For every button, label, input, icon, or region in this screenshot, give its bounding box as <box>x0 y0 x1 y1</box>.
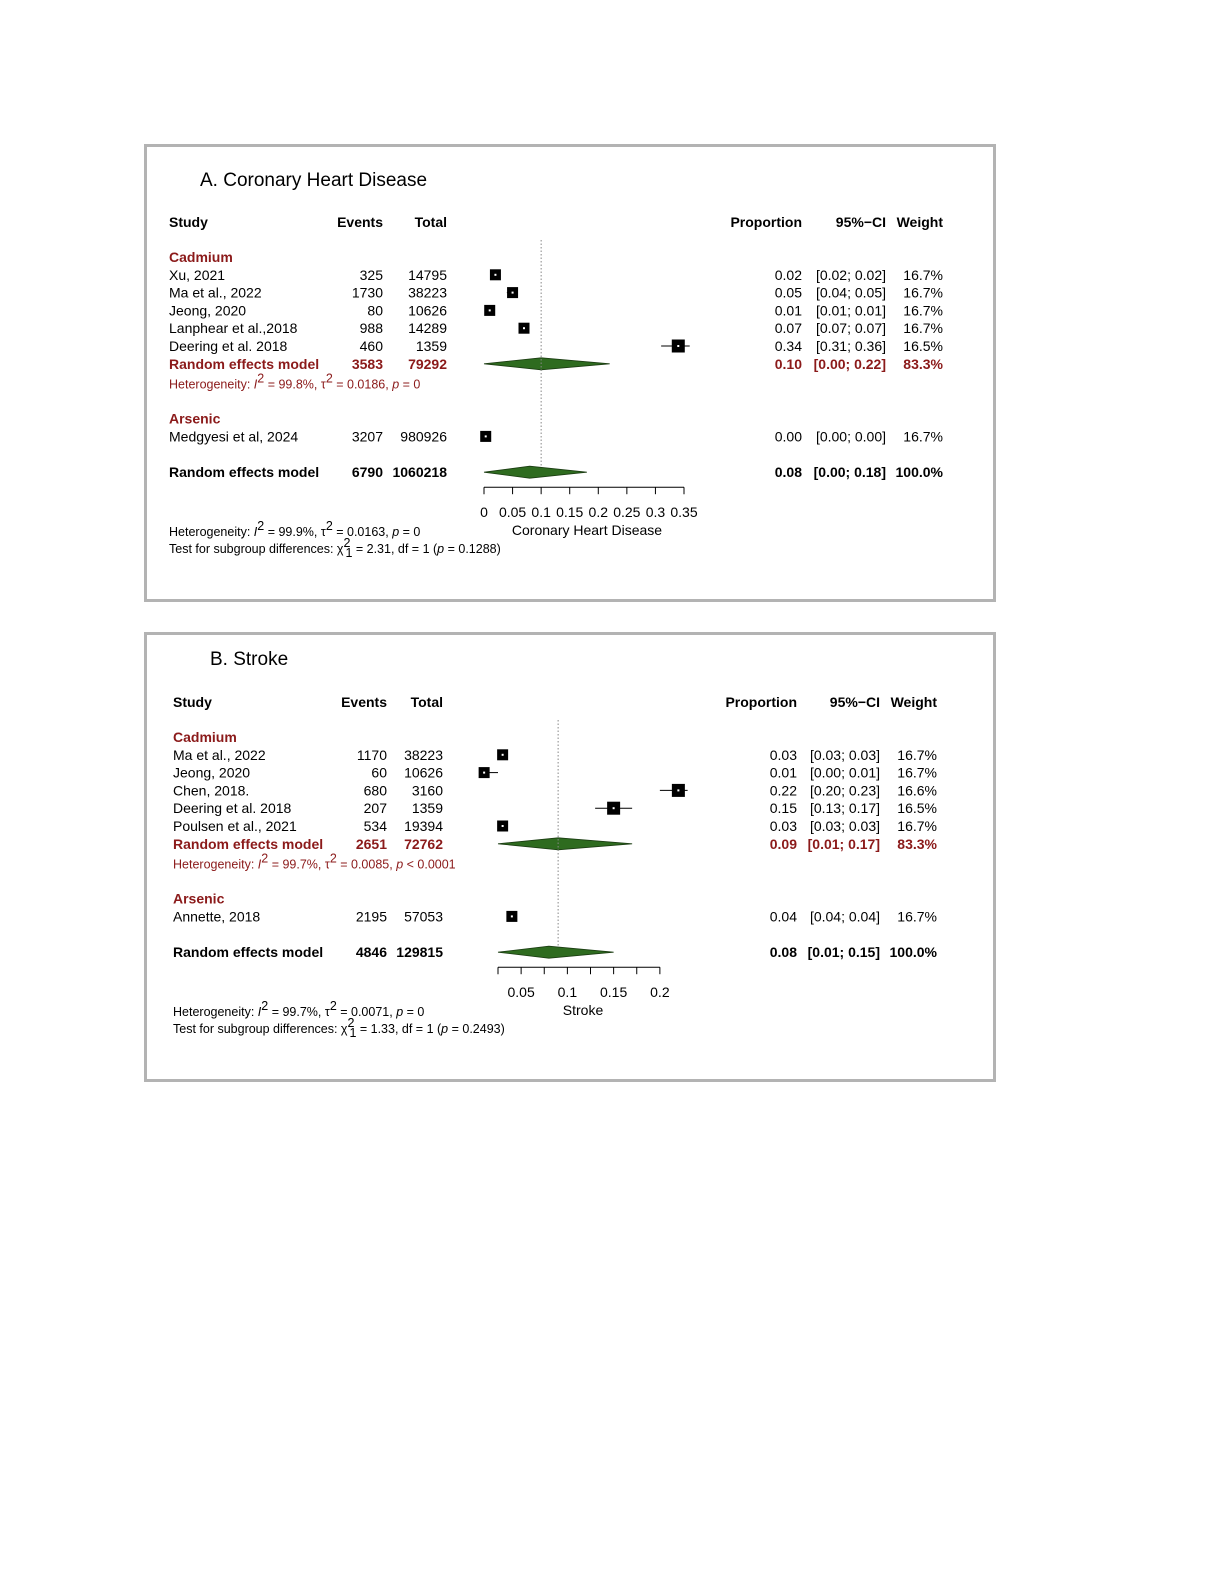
study-row-weight: 16.7% <box>897 908 937 925</box>
het-tau-value: = 0.0186, <box>332 377 393 392</box>
study-row-total: 57053 <box>404 908 443 925</box>
het-p: p <box>396 857 404 872</box>
het-p-value: = 0 <box>403 1005 425 1020</box>
forest-plot-panel-coronary <box>144 144 996 602</box>
overall-model-row-weight: 100.0% <box>895 464 943 481</box>
study-row-weight: 16.5% <box>897 800 937 817</box>
study-row-events: 2195 <box>355 908 387 925</box>
study-row-total: 3160 <box>411 782 443 799</box>
study-row-total: 38223 <box>408 284 447 301</box>
header-total: Total <box>410 694 443 710</box>
study-row-weight: 16.6% <box>897 782 937 799</box>
subgroup-model-diamond <box>498 838 632 850</box>
forest-plot-panel-stroke <box>144 632 996 1082</box>
study-row-ci: [0.04; 0.04] <box>809 908 880 925</box>
header-total: Total <box>414 214 447 230</box>
study-row-weight: 16.7% <box>897 746 937 763</box>
x-tick-label: 0.15 <box>600 984 628 1001</box>
het-tau-sup: 2 <box>325 371 333 386</box>
study-row-events: 534 <box>363 818 387 834</box>
study-row-ci: [0.20; 0.23] <box>809 782 880 799</box>
x-tick-label: 0.35 <box>670 504 698 521</box>
subgroup-p-value: = 0.1288) <box>444 542 501 557</box>
study-row-events: 3207 <box>351 428 383 445</box>
study-row-total: 19394 <box>404 818 443 834</box>
header-ci: 95%−CI <box>829 694 880 710</box>
subgroup-differences-test <box>173 1016 505 1040</box>
subgroup-p: p <box>437 542 445 557</box>
het-tau-value: = 0.0085, <box>336 857 397 872</box>
subgroup-model-row-label: Random effects model <box>173 835 324 852</box>
x-tick-label: 0.3 <box>645 504 666 521</box>
x-tick-label: 0.15 <box>556 504 584 521</box>
subgroup-prefix: Test for subgroup differences: <box>169 542 337 557</box>
het-i2-sup: 2 <box>257 371 265 386</box>
header-study: Study <box>173 694 212 710</box>
het-prefix: Heterogeneity: <box>169 377 254 392</box>
study-row-label: Poulsen et al., 2021 <box>173 818 297 834</box>
study-row-label: Chen, 2018. <box>173 782 250 799</box>
study-row-label: Ma et al., 2022 <box>173 746 266 763</box>
het-tau: τ <box>320 377 326 392</box>
header-proportion: Proportion <box>730 214 802 230</box>
overall-model-row-label: Random effects model <box>169 464 320 481</box>
subgroup-chi: χ <box>336 542 344 557</box>
het-i2: I <box>253 525 258 540</box>
het-i2: I <box>253 377 258 392</box>
study-row-ci: [0.00; 0.01] <box>809 764 880 781</box>
x-tick-label: 0.05 <box>498 504 527 521</box>
study-row-total: 14795 <box>408 266 447 283</box>
study-row-label: Lanphear et al.,2018 <box>169 320 298 337</box>
study-row-total: 1359 <box>411 800 443 817</box>
study-row-proportion: 0.07 <box>774 320 802 337</box>
overall-model-row-weight: 100.0% <box>889 944 937 961</box>
study-row-events: 1170 <box>356 746 387 763</box>
study-row-proportion: 0.01 <box>774 302 802 319</box>
subgroup-chi-sub: 1 <box>345 546 353 561</box>
study-row-total: 10626 <box>408 302 447 319</box>
subgroup-heterogeneity <box>173 852 456 872</box>
study-row-weight: 16.5% <box>903 338 943 354</box>
het-i2-value: = 99.8%, <box>264 377 321 392</box>
group-label-cadmium: Cadmium <box>173 729 237 745</box>
study-row-weight: 16.7% <box>903 428 943 445</box>
study-point-marker <box>483 772 485 774</box>
het-i2-value: = 99.9%, <box>264 525 321 540</box>
study-point-marker <box>502 754 504 756</box>
study-row-ci: [0.03; 0.03] <box>809 746 880 763</box>
study-row-proportion: 0.01 <box>769 764 797 781</box>
overall-model-diamond <box>498 946 614 958</box>
study-row-weight: 16.7% <box>903 302 943 319</box>
het-prefix: Heterogeneity: <box>169 525 254 540</box>
subgroup-model-row-events: 3583 <box>351 355 383 372</box>
subgroup-model-row-ci: [0.01; 0.17] <box>807 835 880 852</box>
study-row-ci: [0.07; 0.07] <box>815 320 886 337</box>
het-tau: τ <box>324 1005 330 1020</box>
overall-model-row-events: 4846 <box>355 944 387 961</box>
x-tick-label: 0.25 <box>613 504 641 521</box>
subgroup-chi-sup: 2 <box>343 536 351 551</box>
study-point-marker <box>502 825 504 827</box>
het-p: p <box>396 1005 404 1020</box>
study-point-marker <box>613 807 615 809</box>
het-p: p <box>392 525 400 540</box>
overall-model-row-total: 129815 <box>396 944 443 961</box>
het-prefix: Heterogeneity: <box>173 1005 258 1020</box>
study-point-marker <box>677 345 679 347</box>
subgroup-model-row-events: 2651 <box>355 835 387 852</box>
study-row-label: Jeong, 2020 <box>169 302 247 319</box>
het-tau-sup: 2 <box>329 999 337 1014</box>
study-row-label: Deering et al. 2018 <box>173 800 292 817</box>
study-row-label: Annette, 2018 <box>173 908 261 925</box>
het-i2: I <box>257 1005 262 1020</box>
x-axis-label: Coronary Heart Disease <box>511 522 663 539</box>
x-tick-label: 0.1 <box>557 984 578 1001</box>
study-row-events: 460 <box>359 338 383 354</box>
study-point-marker <box>485 435 487 437</box>
study-row-proportion: 0.15 <box>769 800 797 817</box>
study-row-events: 1730 <box>351 284 383 301</box>
het-i2-value: = 99.7%, <box>268 857 325 872</box>
study-point-marker <box>523 327 525 329</box>
header-ci: 95%−CI <box>835 214 886 230</box>
overall-model-row-total: 1060218 <box>392 464 447 481</box>
x-tick-label: 0.1 <box>531 504 551 521</box>
study-row-total: 1359 <box>415 338 447 354</box>
het-tau: τ <box>324 857 330 872</box>
study-point-marker <box>512 292 514 294</box>
overall-model-row-label: Random effects model <box>173 944 324 961</box>
overall-model-row-proportion: 0.08 <box>769 944 797 961</box>
het-i2-value: = 99.7%, <box>268 1005 325 1020</box>
study-row-weight: 16.7% <box>897 818 937 834</box>
het-p-value: = 0 <box>399 525 421 540</box>
subgroup-p-value: = 0.2493) <box>448 1022 505 1037</box>
subgroup-model-row-total: 79292 <box>408 355 447 372</box>
x-axis-label: Stroke <box>562 1002 604 1019</box>
het-i2-sup: 2 <box>261 999 269 1014</box>
study-row-ci: [0.03; 0.03] <box>809 818 880 834</box>
panel-title: A. Coronary Heart Disease <box>200 170 428 191</box>
study-row-label: Jeong, 2020 <box>173 764 251 781</box>
subgroup-model-row-weight: 83.3% <box>903 355 943 372</box>
study-row-label: Deering et al. 2018 <box>169 338 288 354</box>
forest-plot-coronary <box>147 147 993 599</box>
subgroup-model-row-total: 72762 <box>404 835 443 852</box>
study-row-events: 988 <box>359 320 383 337</box>
study-row-weight: 16.7% <box>903 320 943 337</box>
x-tick-label: 0.2 <box>650 984 670 1001</box>
study-row-proportion: 0.03 <box>769 818 797 834</box>
overall-heterogeneity <box>173 999 424 1019</box>
overall-model-row-events: 6790 <box>351 464 383 481</box>
overall-model-row-ci: [0.00; 0.18] <box>813 464 886 481</box>
subgroup-model-diamond <box>484 358 610 370</box>
study-row-ci: [0.02; 0.02] <box>815 266 886 283</box>
subgroup-differences-test <box>169 536 501 560</box>
het-tau-sup: 2 <box>325 519 333 534</box>
study-row-proportion: 0.34 <box>774 338 802 354</box>
study-row-weight: 16.7% <box>903 284 943 301</box>
panel-title: B. Stroke <box>210 649 289 670</box>
study-row-proportion: 0.05 <box>774 284 802 301</box>
subgroup-model-row-proportion: 0.09 <box>769 835 797 852</box>
het-tau-value: = 0.0071, <box>336 1005 397 1020</box>
study-row-events: 60 <box>371 764 387 781</box>
het-i2-sup: 2 <box>261 851 269 866</box>
subgroup-chi-sup: 2 <box>347 1016 355 1031</box>
study-row-total: 980926 <box>400 428 447 445</box>
group-label-cadmium: Cadmium <box>169 249 233 265</box>
subgroup-chi-sub: 1 <box>349 1026 357 1041</box>
study-row-events: 325 <box>359 266 383 283</box>
study-row-ci: [0.04; 0.05] <box>815 284 886 301</box>
subgroup-p: p <box>441 1022 449 1037</box>
group-label-arsenic: Arsenic <box>173 890 225 907</box>
study-row-total: 14289 <box>408 320 447 337</box>
het-prefix: Heterogeneity: <box>173 857 258 872</box>
subgroup-model-row-weight: 83.3% <box>897 835 937 852</box>
study-row-ci: [0.01; 0.01] <box>815 302 886 319</box>
het-i2-sup: 2 <box>257 519 265 534</box>
study-row-ci: [0.31; 0.36] <box>815 338 886 354</box>
subgroup-heterogeneity <box>169 372 420 392</box>
study-row-proportion: 0.02 <box>774 266 802 283</box>
study-point-marker <box>511 915 513 917</box>
study-row-events: 80 <box>367 302 383 319</box>
study-row-label: Ma et al., 2022 <box>169 284 262 301</box>
subgroup-chi: χ <box>340 1022 348 1037</box>
study-row-weight: 16.7% <box>903 266 943 283</box>
x-tick-label: 0.05 <box>507 984 535 1001</box>
overall-model-row-proportion: 0.08 <box>774 464 802 481</box>
subgroup-value: = 2.31, df = 1 ( <box>352 542 438 557</box>
subgroup-model-row-label: Random effects model <box>169 355 320 372</box>
het-p-value: < 0.0001 <box>403 857 456 872</box>
study-point-marker <box>494 274 496 276</box>
study-row-events: 680 <box>363 782 387 799</box>
subgroup-value: = 1.33, df = 1 ( <box>356 1022 442 1037</box>
study-row-proportion: 0.22 <box>769 782 797 799</box>
header-study: Study <box>169 214 208 230</box>
overall-heterogeneity <box>169 519 420 539</box>
forest-plot-stroke <box>147 635 993 1079</box>
study-row-proportion: 0.04 <box>769 908 797 925</box>
group-label-arsenic: Arsenic <box>169 410 221 427</box>
subgroup-prefix: Test for subgroup differences: <box>173 1022 341 1037</box>
het-tau: τ <box>320 525 326 540</box>
study-row-total: 10626 <box>404 764 443 781</box>
x-tick-label: 0 <box>480 504 488 521</box>
study-row-ci: [0.13; 0.17] <box>809 800 880 817</box>
study-point-marker <box>489 309 491 311</box>
het-tau-value: = 0.0163, <box>332 525 393 540</box>
header-weight: Weight <box>896 214 943 230</box>
study-row-label: Medgyesi et al, 2024 <box>169 428 299 445</box>
subgroup-model-row-proportion: 0.10 <box>774 355 802 372</box>
study-point-marker <box>677 789 679 791</box>
header-weight: Weight <box>890 694 937 710</box>
study-row-label: Xu, 2021 <box>169 266 226 283</box>
het-p-value: = 0 <box>399 377 421 392</box>
overall-model-row-ci: [0.01; 0.15] <box>807 944 880 961</box>
het-i2: I <box>257 857 262 872</box>
header-proportion: Proportion <box>725 694 797 710</box>
overall-model-diamond <box>484 466 587 478</box>
header-events: Events <box>337 214 383 230</box>
het-tau-sup: 2 <box>329 851 337 866</box>
study-row-total: 38223 <box>404 746 443 763</box>
study-row-events: 207 <box>363 800 387 817</box>
het-p: p <box>392 377 400 392</box>
study-row-proportion: 0.00 <box>774 428 802 445</box>
study-row-ci: [0.00; 0.00] <box>815 428 886 445</box>
x-tick-label: 0.2 <box>588 504 609 521</box>
subgroup-model-row-ci: [0.00; 0.22] <box>813 355 886 372</box>
study-row-weight: 16.7% <box>897 764 937 781</box>
study-row-proportion: 0.03 <box>769 746 797 763</box>
header-events: Events <box>341 694 387 710</box>
